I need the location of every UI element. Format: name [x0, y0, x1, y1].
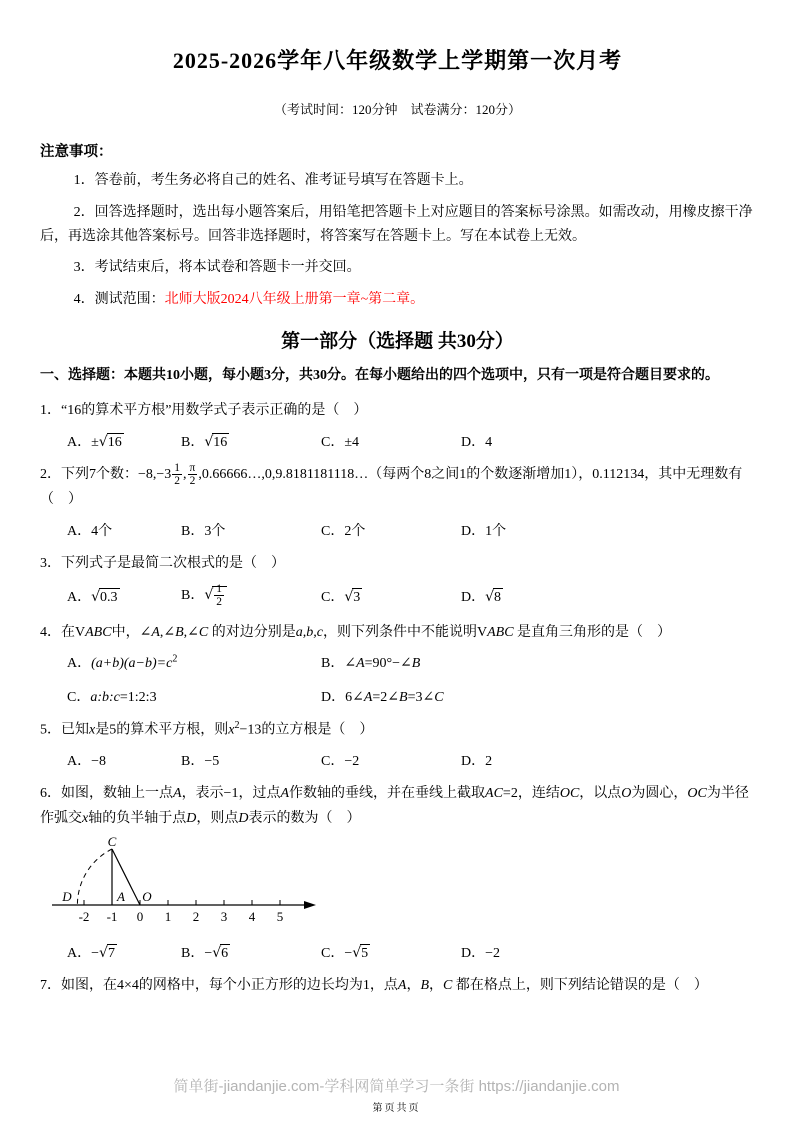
question-2-stem: 2．下列7个数：−8,−3 $\frac{1}{2}$ , $\frac{\pi}{2}$ ,0.66666…,0,9.8181181118…（每两个8之间1的个数逐渐增加1），0.112134，其中无理数有（ ） [40, 461, 743, 508]
label-point-o: O [142, 888, 152, 904]
sqrt-expression: √16 [98, 433, 122, 450]
fraction: $\frac{1}{2}$ [216, 582, 222, 609]
question-6-option-a: A．−√7 [67, 944, 115, 961]
math-run: OC [687, 785, 707, 801]
sqrt-expression: √8 [485, 588, 502, 605]
question-5-option-a: A．−8 [67, 753, 107, 769]
question-2-option-c: C．2个 [321, 523, 366, 539]
question-2 [40, 462, 755, 540]
question-2-option-d: D．1个 [461, 523, 507, 539]
question-5-options [40, 750, 755, 770]
math-run: a:b:c [90, 689, 120, 705]
radical-sign: √ [91, 588, 101, 605]
radical-sign: √ [352, 944, 362, 961]
notes-heading: 注意事项： [40, 144, 113, 160]
math-run: ABC [85, 624, 112, 640]
question-1-option-a: A．±√16 [67, 433, 122, 450]
note-2: 2．回答选择题时，选出每小题答案后，用铅笔把答题卡上对应题目的答案标号涂黑。如需改动，用橡皮擦干净后，再选涂其他答案标号。回答非选择题时，将答案写在答题卡上。写在本试卷上无效。 [40, 204, 753, 244]
math-run: a,b,c [295, 624, 323, 640]
math-run: A [173, 785, 182, 801]
question-6-option-c: C．−√5 [321, 944, 369, 961]
tick-label: 5 [276, 908, 284, 924]
question-2-option-b: B．3个 [181, 523, 226, 539]
radical-sign: √ [344, 588, 354, 605]
section-title: 第一部分（选择题 共30分） [281, 330, 514, 352]
question-3 [40, 551, 755, 609]
section-intro: 一、选择题：本题共10小题，每小题3分，共30分。在每小题给出的四个选项中，只有一项是符合题目要求的。 [40, 367, 719, 383]
math-run: D [238, 810, 249, 826]
question-4-option-a: A．$(a+b)(a-b)=c^2$ [67, 653, 178, 671]
question-4-option-d: D．6∠A=2∠B=3∠C [321, 689, 444, 705]
tick-label: 3 [220, 908, 228, 924]
math-run: A [151, 624, 160, 640]
fraction: $\frac{1}{2}$ [174, 461, 181, 487]
math-run: A [356, 655, 365, 671]
math-run: D [186, 810, 197, 826]
tick-label: 2 [192, 908, 200, 924]
sqrt-expression: √7 [99, 944, 115, 961]
math-run: O [621, 785, 632, 801]
label-point-a: A [117, 888, 125, 904]
math-run: OC [559, 785, 580, 801]
radical-sign: √ [99, 944, 108, 961]
footer-watermark: 简单街-jiandanjie.com-学科网简单学习一条街 https://jiandanjie.com [173, 1078, 620, 1095]
dashed-arc [77, 849, 112, 905]
radical-sign: √ [204, 433, 214, 450]
note-4: 4．测试范围：北师大版2024八年级上册第一章~第二章。 [73, 292, 425, 308]
question-1 [40, 398, 755, 450]
math-run: C [198, 624, 209, 640]
exam-subtitle: （考试时间：120分钟 试卷满分：120分） [273, 102, 521, 117]
math-run: B [175, 624, 184, 640]
question-1-option-b: B．√16 [181, 433, 228, 450]
math-run: ABC [487, 624, 514, 640]
question-6-options [40, 942, 755, 962]
radical-sign: √ [98, 433, 108, 450]
math-run: AC [485, 785, 503, 801]
question-1-stem: 1．“16的算术平方根”用数学式子表示正确的是（ ） [40, 403, 368, 419]
sqrt-expression: √5 [352, 944, 369, 961]
question-7 [40, 973, 755, 998]
sqrt-expression: √6 [212, 944, 229, 961]
tick-label: -2 [78, 908, 90, 924]
question-1-options [40, 431, 755, 451]
tick-label: 1 [164, 908, 172, 924]
question-3-option-b: B．√ $\frac{1}{2}$ [181, 583, 321, 609]
sqrt-expression: √0.3 [91, 588, 118, 605]
question-3-options [40, 583, 755, 609]
sqrt-fraction-expression [204, 583, 227, 609]
tick-label: 0 [136, 908, 144, 924]
question-5 [40, 717, 755, 770]
math-run: B [399, 689, 408, 705]
math-run: C [434, 689, 444, 705]
question-4-options [40, 652, 755, 706]
radical-sign: √ [485, 588, 495, 605]
question-1-option-c: C．±4 [321, 434, 360, 450]
math-run: B [420, 977, 430, 993]
exam-title: 2025-2026学年八年级数学上学期第一次月考 [172, 48, 623, 73]
question-4-option-b: B．∠A=90°−∠B [321, 655, 421, 671]
math-run: (a+b)(a−b)=c [91, 655, 173, 671]
note-3: 3．考试结束后，将本试卷和答题卡一并交回。 [73, 260, 361, 276]
fraction: $\frac{\pi}{2}$ [189, 461, 196, 487]
superscript: 2 [234, 719, 240, 731]
question-5-option-b: B．−5 [181, 753, 220, 769]
question-3-option-c: C．√3 [321, 588, 361, 605]
math-run: A [397, 977, 407, 993]
question-4 [40, 620, 755, 706]
math-run: x [89, 722, 96, 738]
question-2-option-a: A．4个 [67, 523, 113, 539]
question-3-option-d: D．√8 [461, 588, 502, 605]
question-7-stem: 7．如图，在4×4的网格中，每个小正方形的边长均为1，点A，B，C 都在格点上，则下列结论错误的是（ ） [40, 977, 708, 993]
math-run: B [411, 655, 421, 671]
math-run: A [280, 785, 290, 801]
label-point-d: D [62, 888, 72, 904]
sqrt-expression: √16 [204, 433, 228, 450]
question-6-option-d: D．−2 [461, 945, 501, 961]
question-3-option-a: A．√0.3 [67, 588, 118, 605]
question-5-option-d: D．2 [461, 753, 493, 769]
note-1: 1．答卷前，考生务必将自己的姓名、准考证号填写在答题卡上。 [73, 173, 473, 188]
question-6-option-b: B．−√6 [181, 944, 229, 961]
tick-label: 4 [248, 908, 256, 924]
question-4-stem: 4．在VABC中，∠A,∠B,∠C 的对边分别是a,b,c，则下列条件中不能说明VABC 是直角三角形的是（ ） [40, 624, 672, 640]
sqrt-expression: √3 [344, 588, 361, 605]
question-6-stem: 6．如图，数轴上一点A，表示−1，过点A作数轴的垂线，并在垂线上截取AC=2，连结OC，以点O为圆心，OC为半径作弧交x轴的负半轴于点D，则点D表示的数为（ ） [40, 785, 749, 826]
question-5-option-c: C．−2 [321, 753, 360, 769]
question-6 [40, 781, 755, 962]
red-highlight-text: 北师大版2024八年级上册第一章~第二章。 [164, 292, 425, 308]
footer-page-number: 第页共页 [372, 1103, 421, 1114]
math-run: A [363, 689, 373, 705]
math-run: x [82, 810, 89, 826]
question-6-number-line-figure [40, 835, 340, 935]
question-3-stem: 3．下列式子是最简二次根式的是（ ） [40, 555, 285, 571]
label-point-c: C [107, 834, 117, 849]
superscript: 2 [172, 653, 178, 665]
tick-marks [84, 900, 280, 905]
tick-label: -1 [106, 908, 118, 924]
radical-sign: √ [204, 586, 214, 603]
radical-sign: √ [212, 944, 222, 961]
math-run: C [443, 977, 453, 993]
math-run: x [228, 722, 235, 738]
question-5-stem: 5．已知x是5的算术平方根，则$x^2-13$的立方根是（ ） [40, 719, 374, 738]
question-2-options [40, 520, 755, 540]
question-4-option-c: C．a:b:c=1:2:3 [67, 689, 157, 705]
question-1-option-d: D．4 [461, 434, 493, 450]
axis-arrow [304, 901, 316, 909]
